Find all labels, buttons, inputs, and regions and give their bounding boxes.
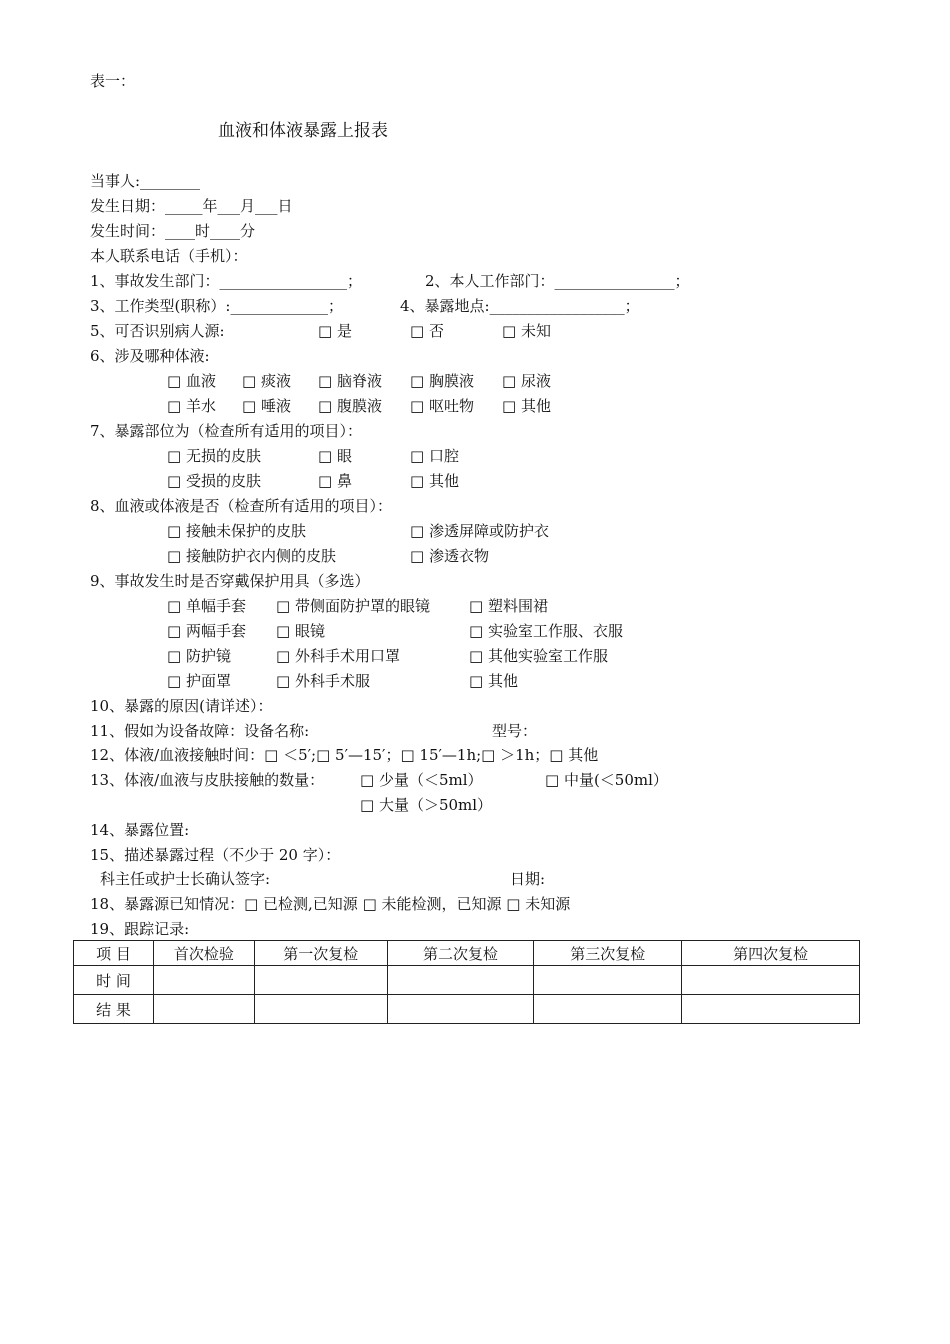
table-row <box>74 966 860 995</box>
q6-option[interactable]: □ 胸膜液 <box>410 372 474 390</box>
table-cell[interactable] <box>254 966 387 995</box>
time-field[interactable]: 发生时间：____时____分 <box>90 222 256 240</box>
q9-option[interactable]: □ 其他实验室工作服 <box>469 647 608 665</box>
q6-option[interactable]: □ 呕吐物 <box>410 397 474 415</box>
q7-option[interactable]: □ 无损的皮肤 <box>167 447 261 465</box>
q6-option[interactable]: □ 其他 <box>502 397 551 415</box>
q6-option[interactable]: □ 脑脊液 <box>318 372 382 390</box>
q9-option[interactable]: □ 实验室工作服、衣服 <box>469 622 623 640</box>
q7-option[interactable]: □ 口腔 <box>410 447 459 465</box>
q11-device-field[interactable]: 11、假如为设备故障：设备名称: <box>90 722 310 740</box>
table-cell[interactable] <box>387 966 534 995</box>
q7-option[interactable]: □ 其他 <box>410 472 459 490</box>
table-cell[interactable] <box>153 966 254 995</box>
q8-option[interactable]: □ 渗透衣物 <box>410 547 489 565</box>
table-header-cell: 首次检验 <box>153 941 254 966</box>
table-header-row <box>74 941 860 966</box>
q9-option[interactable]: □ 其他 <box>469 672 518 690</box>
q6-option[interactable]: □ 羊水 <box>167 397 216 415</box>
table-cell[interactable] <box>682 966 860 995</box>
q7-option[interactable]: □ 眼 <box>318 447 352 465</box>
q6-label: 6、涉及哪种体液: <box>90 347 210 365</box>
q8-label: 8、血液或体液是否（检查所有适用的项目）： <box>90 497 393 515</box>
q9-option[interactable]: □ 塑料围裙 <box>469 597 548 615</box>
table-label: 表一： <box>90 72 136 90</box>
q19-label: 19、跟踪记录: <box>90 920 190 938</box>
signature-field[interactable]: 科主任或护士长确认签字: <box>100 870 271 888</box>
exposure-location-field[interactable]: 4、暴露地点:__________________； <box>400 297 640 315</box>
q11-model-field[interactable]: 型号： <box>492 722 538 740</box>
q5-option-yes[interactable]: □ 是 <box>318 322 352 340</box>
job-type-field[interactable]: 3、工作类型(职称）:_____________； <box>90 297 343 315</box>
q18-source-status[interactable]: 18、暴露源已知情况：□ 已检测,已知源 □ 未能检测，已知源 □ 未知源 <box>90 895 571 913</box>
table-header-cell: 第四次复检 <box>682 941 860 966</box>
table-cell[interactable] <box>534 995 682 1024</box>
q6-option[interactable]: □ 血液 <box>167 372 216 390</box>
row-label: 时 间 <box>74 966 154 995</box>
q8-option[interactable]: □ 渗透屏障或防护衣 <box>410 522 549 540</box>
q10-field[interactable]: 10、暴露的原因(请详述）： <box>90 697 273 715</box>
table-cell[interactable] <box>682 995 860 1024</box>
q13-label: 13、体液/血液与皮肤接触的数量： <box>90 771 325 789</box>
q12-contact-time[interactable]: 12、体液/血液接触时间：□ ＜5′;□ 5′—15′；□ 15′—1h;□ ＞1h；□ 其他 <box>90 746 599 764</box>
table-cell[interactable] <box>534 966 682 995</box>
q13-option-large[interactable]: □ 大量（＞50ml） <box>360 796 493 814</box>
table-header-cell: 第一次复检 <box>254 941 387 966</box>
q7-label: 7、暴露部位为（检查所有适用的项目）： <box>90 422 363 440</box>
q6-option[interactable]: □ 唾液 <box>242 397 291 415</box>
q9-option[interactable]: □ 护面罩 <box>167 672 231 690</box>
q13-option-small[interactable]: □ 少量（＜5ml） <box>360 771 483 789</box>
date-field[interactable]: 发生日期：_____年___月___日 <box>90 197 293 215</box>
q14-field[interactable]: 14、暴露位置: <box>90 821 190 839</box>
work-department-field[interactable]: 2、本人工作部门：________________； <box>425 272 690 290</box>
q5-label: 5、可否识别病人源: <box>90 322 225 340</box>
tracking-table <box>73 940 860 1024</box>
table-row <box>74 995 860 1024</box>
q8-option[interactable]: □ 接触防护衣内侧的皮肤 <box>167 547 336 565</box>
table-header-cell: 第二次复检 <box>387 941 534 966</box>
signature-date-field[interactable]: 日期: <box>510 870 546 888</box>
party-field[interactable]: 当事人:________ <box>90 172 201 190</box>
q8-option[interactable]: □ 接触未保护的皮肤 <box>167 522 306 540</box>
department-field[interactable]: 1、事故发生部门：_________________； <box>90 272 363 290</box>
q9-option[interactable]: □ 外科手术用口罩 <box>276 647 400 665</box>
q9-option[interactable]: □ 两幅手套 <box>167 622 246 640</box>
q6-option[interactable]: □ 腹膜液 <box>318 397 382 415</box>
table-cell[interactable] <box>254 995 387 1024</box>
q13-option-medium[interactable]: □ 中量(＜50ml） <box>545 771 668 789</box>
q7-option[interactable]: □ 鼻 <box>318 472 352 490</box>
q15-field[interactable]: 15、描述暴露过程（不少于 20 字）： <box>90 846 341 864</box>
table-cell[interactable] <box>153 995 254 1024</box>
q9-option[interactable]: □ 外科手术服 <box>276 672 370 690</box>
table-header-cell: 第三次复检 <box>534 941 682 966</box>
q5-option-unknown[interactable]: □ 未知 <box>502 322 551 340</box>
table-header-cell: 项 目 <box>74 941 154 966</box>
form-title: 血液和体液暴露上报表 <box>218 121 388 141</box>
q9-option[interactable]: □ 眼镜 <box>276 622 325 640</box>
q9-option[interactable]: □ 单幅手套 <box>167 597 246 615</box>
q5-option-no[interactable]: □ 否 <box>410 322 444 340</box>
q6-option[interactable]: □ 尿液 <box>502 372 551 390</box>
row-label: 结 果 <box>74 995 154 1024</box>
q6-option[interactable]: □ 痰液 <box>242 372 291 390</box>
q9-option[interactable]: □ 防护镜 <box>167 647 231 665</box>
q9-label: 9、事故发生时是否穿戴保护用具（多选） <box>90 572 370 590</box>
phone-field[interactable]: 本人联系电话（手机）： <box>90 247 248 265</box>
q9-option[interactable]: □ 带侧面防护罩的眼镜 <box>276 597 430 615</box>
q7-option[interactable]: □ 受损的皮肤 <box>167 472 261 490</box>
table-cell[interactable] <box>387 995 534 1024</box>
